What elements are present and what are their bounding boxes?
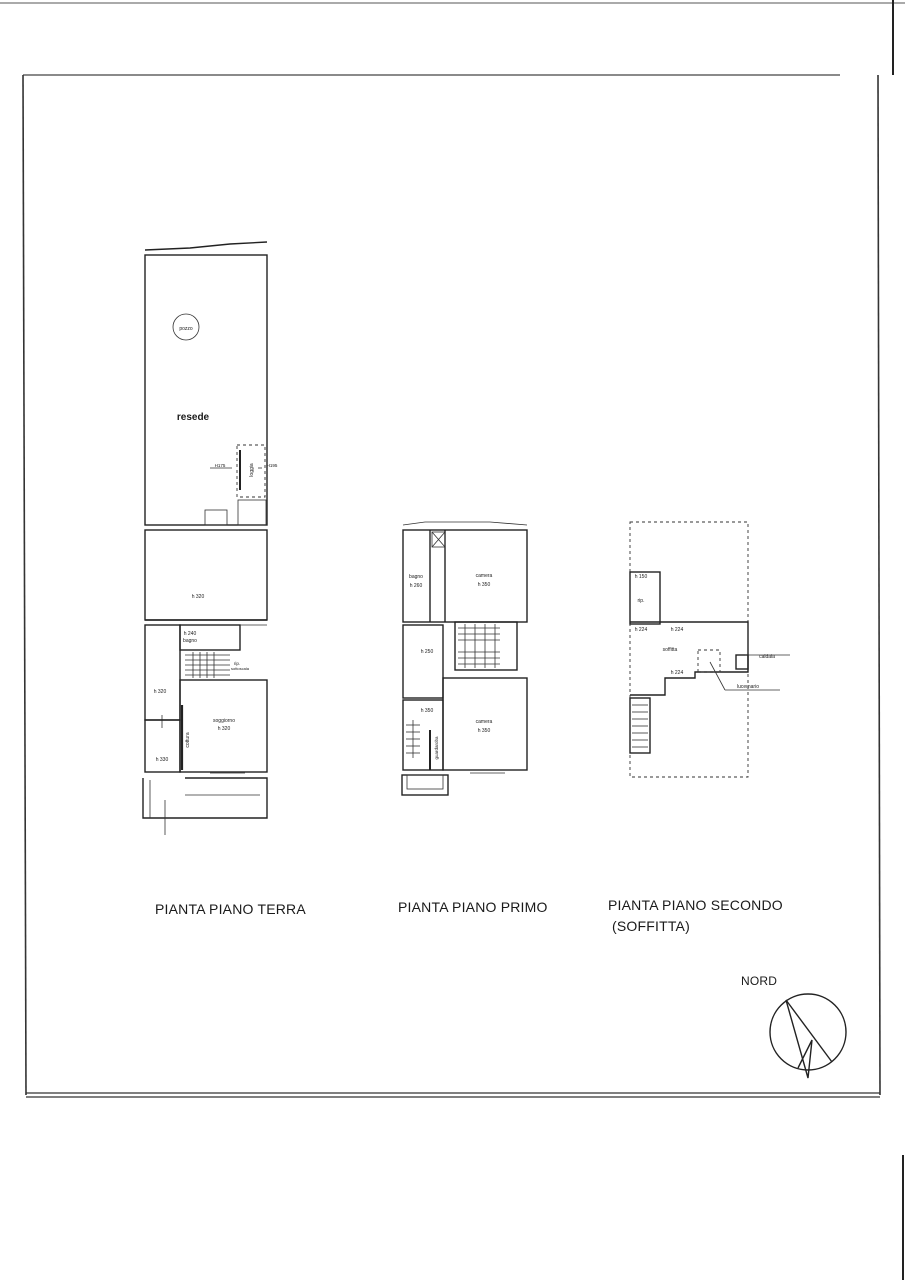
label-soffitta: soffitta xyxy=(662,647,678,653)
label-lucernario: lucernario xyxy=(737,684,759,690)
label-h240: h 240 xyxy=(183,631,197,637)
label-loggia: loggia xyxy=(249,463,255,477)
label-soggiorno: soggiorno xyxy=(213,718,235,724)
label-h320-corridor: h 320 xyxy=(153,689,167,695)
label-guardaroba: guardaroba xyxy=(434,736,439,760)
north-label: NORD xyxy=(741,974,778,988)
label-h175: H175 xyxy=(214,463,226,468)
label-h350-bottom: h 350 xyxy=(477,728,491,734)
label-h330: h 330 xyxy=(155,757,169,763)
label-pozzo: pozzo xyxy=(179,326,193,332)
plan-first-floor xyxy=(402,522,527,795)
label-h350-top: h 350 xyxy=(477,582,491,588)
caption-second-floor: PIANTA PIANO SECONDO xyxy=(608,897,783,913)
label-camera-first-bottom: camera xyxy=(475,719,493,725)
label-caldaia: caldaia xyxy=(759,654,775,660)
north-arrow xyxy=(770,994,846,1078)
label-bagno-first: bagno xyxy=(409,574,423,580)
label-h320-soggiorno: h 320 xyxy=(217,726,231,732)
label-resede: resede xyxy=(176,412,210,423)
plan-ground-floor xyxy=(143,242,267,835)
label-h195: H195 xyxy=(266,463,278,468)
label-camera-first-top: camera xyxy=(475,573,493,579)
label-cottura: cottura xyxy=(185,732,191,748)
label-h350-guardaroba: h 350 xyxy=(420,708,434,714)
plan-second-floor xyxy=(630,522,790,777)
label-rip-ground: rip. xyxy=(233,661,241,666)
label-h224-left: h 224 xyxy=(634,627,648,633)
label-h150: h 150 xyxy=(634,574,648,580)
label-h224-bottom: h 224 xyxy=(670,670,684,676)
caption-second-floor-sub: (SOFFITTA) xyxy=(612,918,690,934)
label-sottoscala: sottoscala xyxy=(230,666,250,671)
label-h260: h 260 xyxy=(409,583,423,589)
label-h224-top: h 224 xyxy=(670,627,684,633)
label-h320-top: h 320 xyxy=(191,594,205,600)
label-h250: h 250 xyxy=(420,649,434,655)
label-bagno-ground: bagno xyxy=(183,638,197,644)
caption-first-floor: PIANTA PIANO PRIMO xyxy=(398,899,548,915)
label-rip-second: rip. xyxy=(637,598,645,604)
caption-ground-floor: PIANTA PIANO TERRA xyxy=(155,901,306,917)
drawing-frame xyxy=(23,75,880,1097)
